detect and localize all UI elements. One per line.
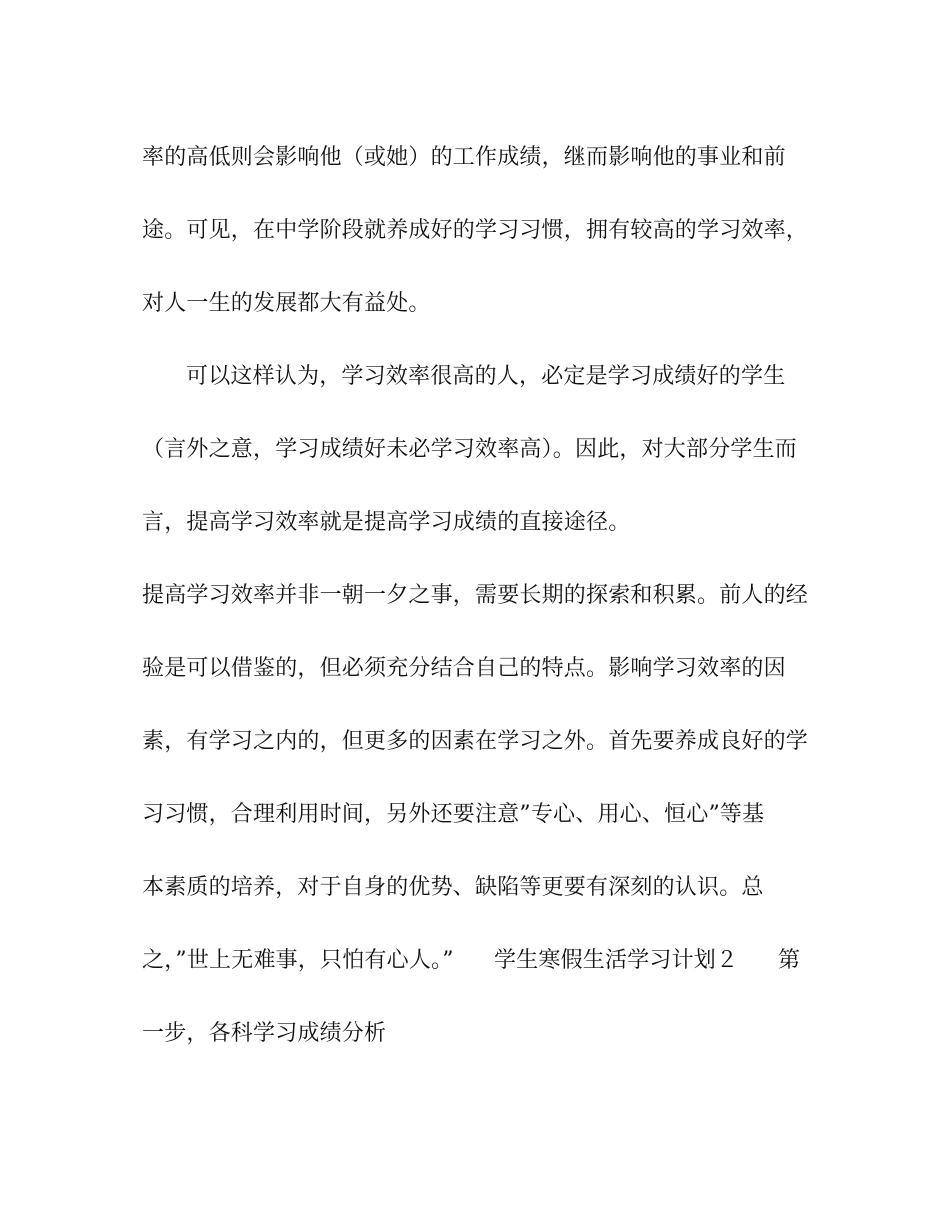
text-line: 本素质的培养，对于自身的优势、缺陷等更要有深刻的认识。总 [142, 875, 764, 900]
text-line: 途。可见，在中学阶段就养成好的学习习惯，拥有较高的学习效率， [142, 218, 809, 243]
text-line: 对人一生的发展都大有益处。 [142, 291, 431, 316]
text-line: 习习惯，合理利用时间，另外还要注意”专心、用心、恒心”等基 [142, 802, 765, 827]
text-line: 率的高低则会影响他（或她）的工作成绩，继而影响他的事业和前 [142, 145, 786, 170]
text-line-mixed [142, 948, 812, 974]
text-line: 提高学习效率并非一朝一夕之事，需要长期的探索和积累。前人的经 [142, 583, 809, 608]
text-segment: 第 [778, 948, 801, 973]
text-line: 一步，各科学习成绩分析 [142, 1021, 387, 1046]
text-segment: 之，”世上无难事，只怕有心人。” [142, 948, 454, 973]
text-line: 验是可以借鉴的，但必须充分结合自己的特点。影响学习效率的因 [142, 656, 786, 681]
text-line: 素，有学习之内的，但更多的因素在学习之外。首先要养成良好的学 [142, 729, 809, 754]
text-line: （言外之意，学习成绩好未必学习效率高）。因此，对大部分学生而 [142, 437, 798, 462]
text-line: 可以这样认为，学习效率很高的人，必定是学习成绩好的学生 [186, 364, 786, 389]
text-line: 言，提高学习效率就是提高学习成绩的直接途径。 [142, 510, 631, 535]
text-segment: 学生寒假生活学习计划２ [494, 948, 739, 973]
